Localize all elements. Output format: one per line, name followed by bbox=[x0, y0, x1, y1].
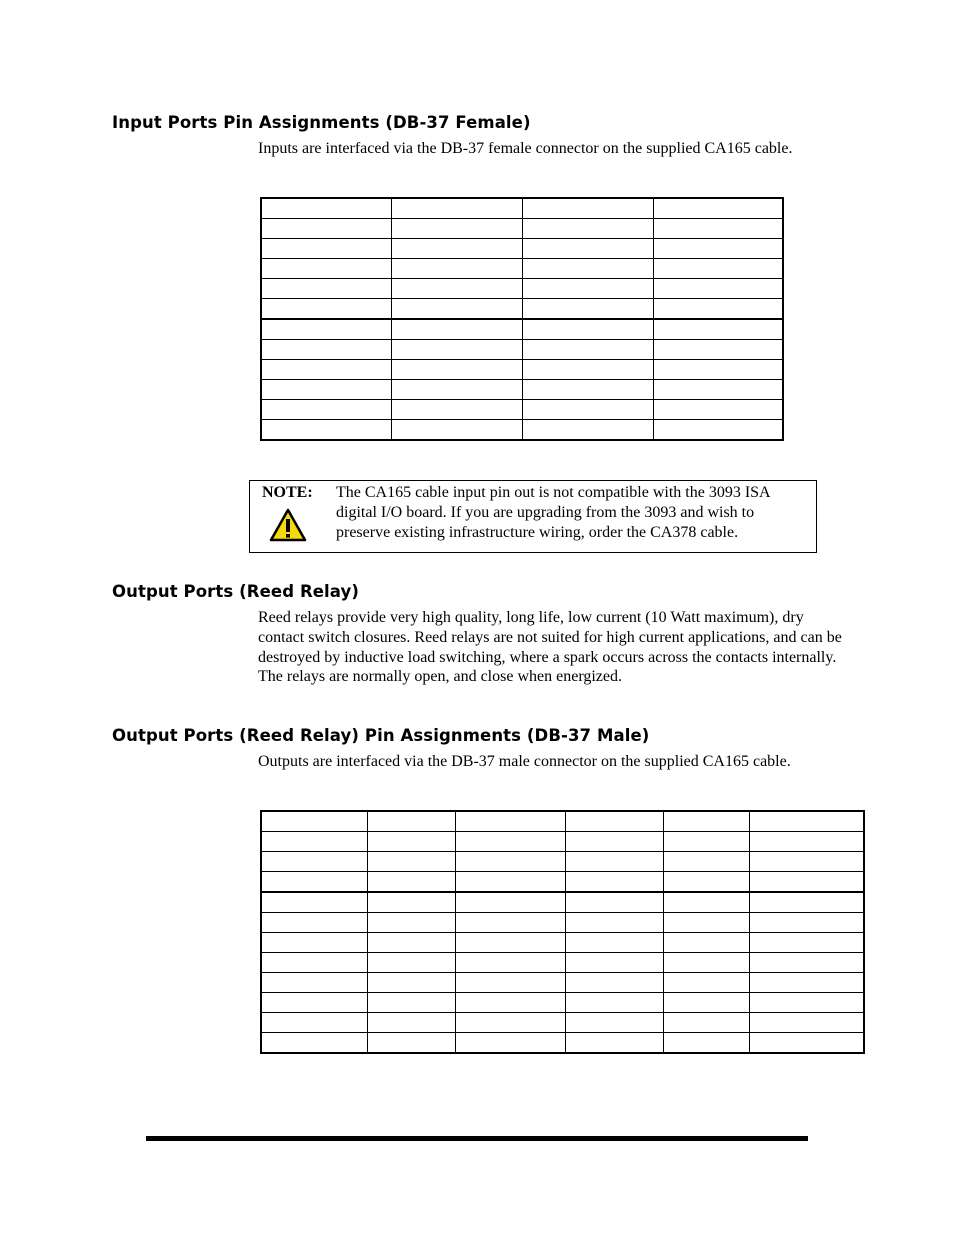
table-cell bbox=[749, 953, 864, 973]
table-cell bbox=[455, 852, 565, 872]
output-ports-description: Reed relays provide very high quality, long life, low current (10 Watt maximum), dry contact switch closures. Reed relays are not suited for high current applications, and can be destroyed by inductive load switching, where a spark occurs across the contacts internally. The relays are normally open, and close when energized. bbox=[258, 609, 842, 686]
table-cell bbox=[653, 198, 783, 219]
table-cell bbox=[367, 811, 455, 832]
table-cell bbox=[565, 993, 663, 1013]
table-cell bbox=[749, 1013, 864, 1033]
table-cell bbox=[522, 360, 653, 380]
table-cell bbox=[522, 319, 653, 340]
table-cell bbox=[367, 993, 455, 1013]
table-cell bbox=[663, 1013, 749, 1033]
table-cell bbox=[565, 872, 663, 893]
table-cell bbox=[653, 239, 783, 259]
output-pins-heading: Output Ports (Reed Relay) Pin Assignments (DB-37 Male) bbox=[112, 726, 650, 745]
table-cell bbox=[367, 832, 455, 852]
table-row bbox=[261, 892, 864, 913]
table-cell bbox=[565, 811, 663, 832]
table-cell bbox=[367, 1033, 455, 1054]
table-cell bbox=[261, 811, 367, 832]
table-cell bbox=[261, 239, 391, 259]
table-cell bbox=[455, 933, 565, 953]
table-cell bbox=[455, 913, 565, 933]
table-cell bbox=[565, 953, 663, 973]
table-cell bbox=[565, 1033, 663, 1054]
table-cell bbox=[261, 420, 391, 441]
table-cell bbox=[261, 872, 367, 893]
table-row bbox=[261, 852, 864, 872]
table-cell bbox=[391, 239, 522, 259]
table-cell bbox=[565, 892, 663, 913]
table-cell bbox=[367, 913, 455, 933]
table-row bbox=[261, 993, 864, 1013]
table-cell bbox=[653, 420, 783, 441]
table-cell bbox=[455, 993, 565, 1013]
table-cell bbox=[455, 1033, 565, 1054]
note-box bbox=[249, 480, 817, 553]
table-row bbox=[261, 973, 864, 993]
note-label: NOTE: bbox=[262, 484, 313, 501]
table-cell bbox=[391, 299, 522, 320]
table-row bbox=[261, 420, 783, 441]
table-cell bbox=[663, 933, 749, 953]
table-cell bbox=[653, 279, 783, 299]
table-cell bbox=[455, 832, 565, 852]
table-row bbox=[261, 360, 783, 380]
table-cell bbox=[261, 933, 367, 953]
table-cell bbox=[391, 279, 522, 299]
table-cell bbox=[367, 973, 455, 993]
table-cell bbox=[391, 198, 522, 219]
table-cell bbox=[663, 1033, 749, 1054]
table-cell bbox=[749, 993, 864, 1013]
table-row bbox=[261, 299, 783, 320]
table-cell bbox=[391, 420, 522, 441]
table-cell bbox=[261, 993, 367, 1013]
table-cell bbox=[367, 953, 455, 973]
table-cell bbox=[653, 299, 783, 320]
table-row bbox=[261, 1033, 864, 1054]
table-cell bbox=[663, 993, 749, 1013]
table-cell bbox=[261, 279, 391, 299]
table-cell bbox=[653, 380, 783, 400]
table-cell bbox=[565, 852, 663, 872]
table-cell bbox=[261, 219, 391, 239]
table-cell bbox=[261, 360, 391, 380]
table-cell bbox=[653, 319, 783, 340]
table-cell bbox=[261, 299, 391, 320]
table-cell bbox=[261, 1013, 367, 1033]
table-row bbox=[261, 279, 783, 299]
table-cell bbox=[455, 953, 565, 973]
output-pins-intro: Outputs are interfaced via the DB-37 male connector on the supplied CA165 cable. bbox=[258, 753, 791, 770]
table-cell bbox=[455, 973, 565, 993]
table-cell bbox=[653, 340, 783, 360]
output-ports-heading: Output Ports (Reed Relay) bbox=[112, 582, 360, 601]
input-pins-intro: Inputs are interfaced via the DB-37 female connector on the supplied CA165 cable. bbox=[258, 140, 793, 157]
table-cell bbox=[565, 832, 663, 852]
table-cell bbox=[749, 872, 864, 893]
table-cell bbox=[261, 340, 391, 360]
table-cell bbox=[663, 811, 749, 832]
table-row bbox=[261, 832, 864, 852]
table-cell bbox=[565, 973, 663, 993]
input-pins-table-body bbox=[261, 198, 783, 440]
table-cell bbox=[749, 933, 864, 953]
table-cell bbox=[391, 400, 522, 420]
table-cell bbox=[522, 299, 653, 320]
table-cell bbox=[522, 400, 653, 420]
table-cell bbox=[522, 198, 653, 219]
table-row bbox=[261, 239, 783, 259]
input-pins-table bbox=[260, 197, 784, 441]
table-row bbox=[261, 340, 783, 360]
table-cell bbox=[749, 852, 864, 872]
table-cell bbox=[455, 872, 565, 893]
table-cell bbox=[261, 892, 367, 913]
input-pins-heading: Input Ports Pin Assignments (DB-37 Female) bbox=[112, 113, 531, 132]
table-cell bbox=[663, 953, 749, 973]
table-cell bbox=[261, 913, 367, 933]
table-row bbox=[261, 953, 864, 973]
warning-icon bbox=[269, 508, 307, 548]
table-row bbox=[261, 913, 864, 933]
table-cell bbox=[749, 913, 864, 933]
table-row bbox=[261, 1013, 864, 1033]
table-cell bbox=[367, 933, 455, 953]
table-cell bbox=[367, 872, 455, 893]
table-row bbox=[261, 259, 783, 279]
table-cell bbox=[367, 892, 455, 913]
table-row bbox=[261, 872, 864, 893]
table-cell bbox=[522, 420, 653, 441]
table-cell bbox=[261, 380, 391, 400]
table-cell bbox=[663, 832, 749, 852]
table-cell bbox=[565, 1013, 663, 1033]
table-cell bbox=[522, 279, 653, 299]
table-cell bbox=[522, 340, 653, 360]
table-cell bbox=[749, 973, 864, 993]
table-cell bbox=[261, 319, 391, 340]
table-row bbox=[261, 933, 864, 953]
table-cell bbox=[522, 380, 653, 400]
table-cell bbox=[455, 811, 565, 832]
table-cell bbox=[653, 259, 783, 279]
table-row bbox=[261, 400, 783, 420]
table-cell bbox=[261, 1033, 367, 1054]
table-cell bbox=[749, 892, 864, 913]
table-cell bbox=[261, 400, 391, 420]
table-cell bbox=[261, 198, 391, 219]
table-row bbox=[261, 319, 783, 340]
table-cell bbox=[261, 852, 367, 872]
table-cell bbox=[261, 259, 391, 279]
table-cell bbox=[261, 973, 367, 993]
table-cell bbox=[663, 973, 749, 993]
note-text: The CA165 cable input pin out is not compatible with the 3093 ISA digital I/O board. If you are upgrading from the 3093 and wish to preserve existing infrastructure wiring, order the CA378 cable. bbox=[336, 484, 770, 541]
table-cell bbox=[391, 319, 522, 340]
table-row bbox=[261, 198, 783, 219]
table-cell bbox=[565, 933, 663, 953]
footer-rule bbox=[146, 1136, 808, 1141]
table-cell bbox=[749, 832, 864, 852]
table-cell bbox=[367, 852, 455, 872]
table-cell bbox=[663, 913, 749, 933]
table-cell bbox=[391, 219, 522, 239]
table-cell bbox=[663, 892, 749, 913]
table-cell bbox=[663, 872, 749, 893]
table-row bbox=[261, 219, 783, 239]
table-cell bbox=[653, 360, 783, 380]
table-cell bbox=[391, 360, 522, 380]
table-cell bbox=[565, 913, 663, 933]
table-cell bbox=[261, 953, 367, 973]
table-row bbox=[261, 380, 783, 400]
table-row bbox=[261, 811, 864, 832]
table-cell bbox=[522, 259, 653, 279]
table-cell bbox=[391, 380, 522, 400]
table-cell bbox=[522, 219, 653, 239]
table-cell bbox=[455, 1013, 565, 1033]
table-cell bbox=[653, 400, 783, 420]
table-cell bbox=[455, 892, 565, 913]
table-cell bbox=[261, 832, 367, 852]
output-pins-table bbox=[260, 810, 865, 1054]
table-cell bbox=[749, 811, 864, 832]
table-cell bbox=[653, 219, 783, 239]
table-cell bbox=[391, 340, 522, 360]
table-cell bbox=[367, 1013, 455, 1033]
table-cell bbox=[522, 239, 653, 259]
table-cell bbox=[663, 852, 749, 872]
table-cell bbox=[749, 1033, 864, 1054]
output-pins-table-body bbox=[261, 811, 864, 1053]
table-cell bbox=[391, 259, 522, 279]
